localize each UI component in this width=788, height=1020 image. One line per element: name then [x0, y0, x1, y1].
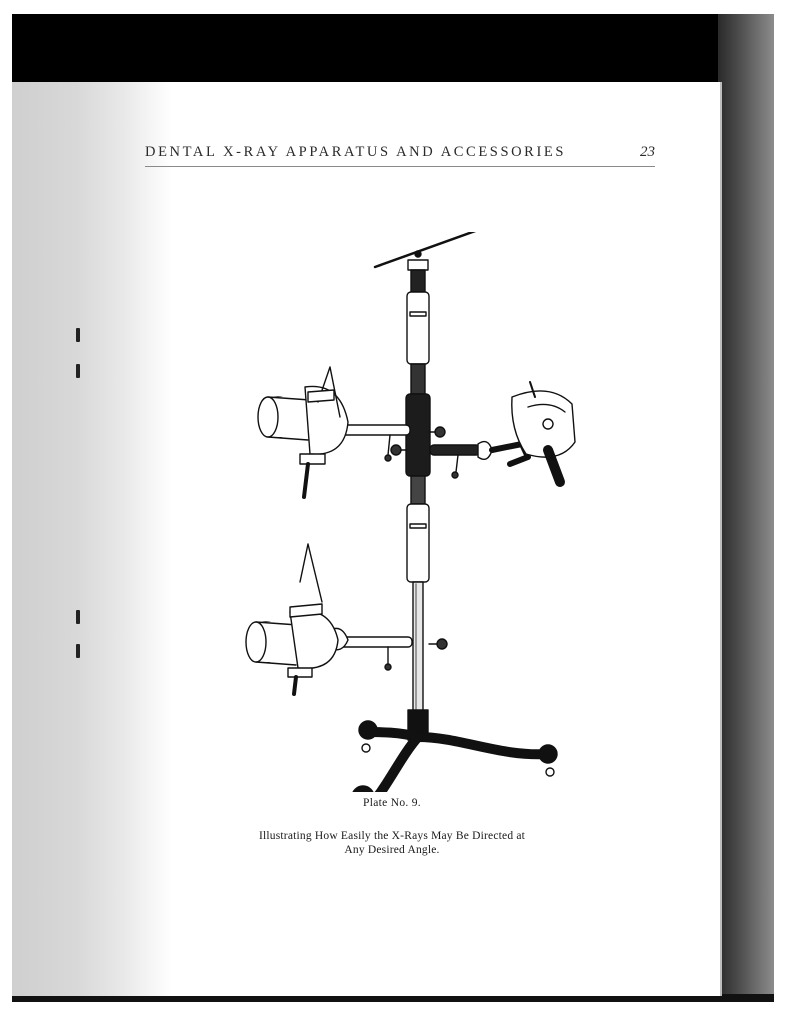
binding-stitch-mark: [76, 364, 80, 378]
x-ray-stand-illustration: [230, 232, 580, 792]
caption-line-2: Any Desired Angle.: [344, 844, 440, 856]
book-edge-shadow: [718, 14, 774, 1000]
running-head-title: DENTAL X-RAY APPARATUS AND ACCESSORIES: [145, 144, 567, 160]
binding-stitch-mark: [76, 610, 80, 624]
binding-stitch-mark: [76, 328, 80, 342]
binding-stitch-mark: [76, 644, 80, 658]
caption-line-1: Illustrating How Easily the X-Rays May Be Directed at: [258, 830, 526, 842]
header-rule: [145, 166, 655, 167]
gutter-shadow: [12, 82, 172, 996]
page: [12, 82, 722, 996]
running-head: [145, 144, 655, 161]
plate-label: Plate No. 9.: [363, 797, 421, 809]
scan-top-border: [12, 14, 774, 84]
page-number: 23: [640, 144, 655, 160]
figure-caption: [212, 797, 572, 857]
